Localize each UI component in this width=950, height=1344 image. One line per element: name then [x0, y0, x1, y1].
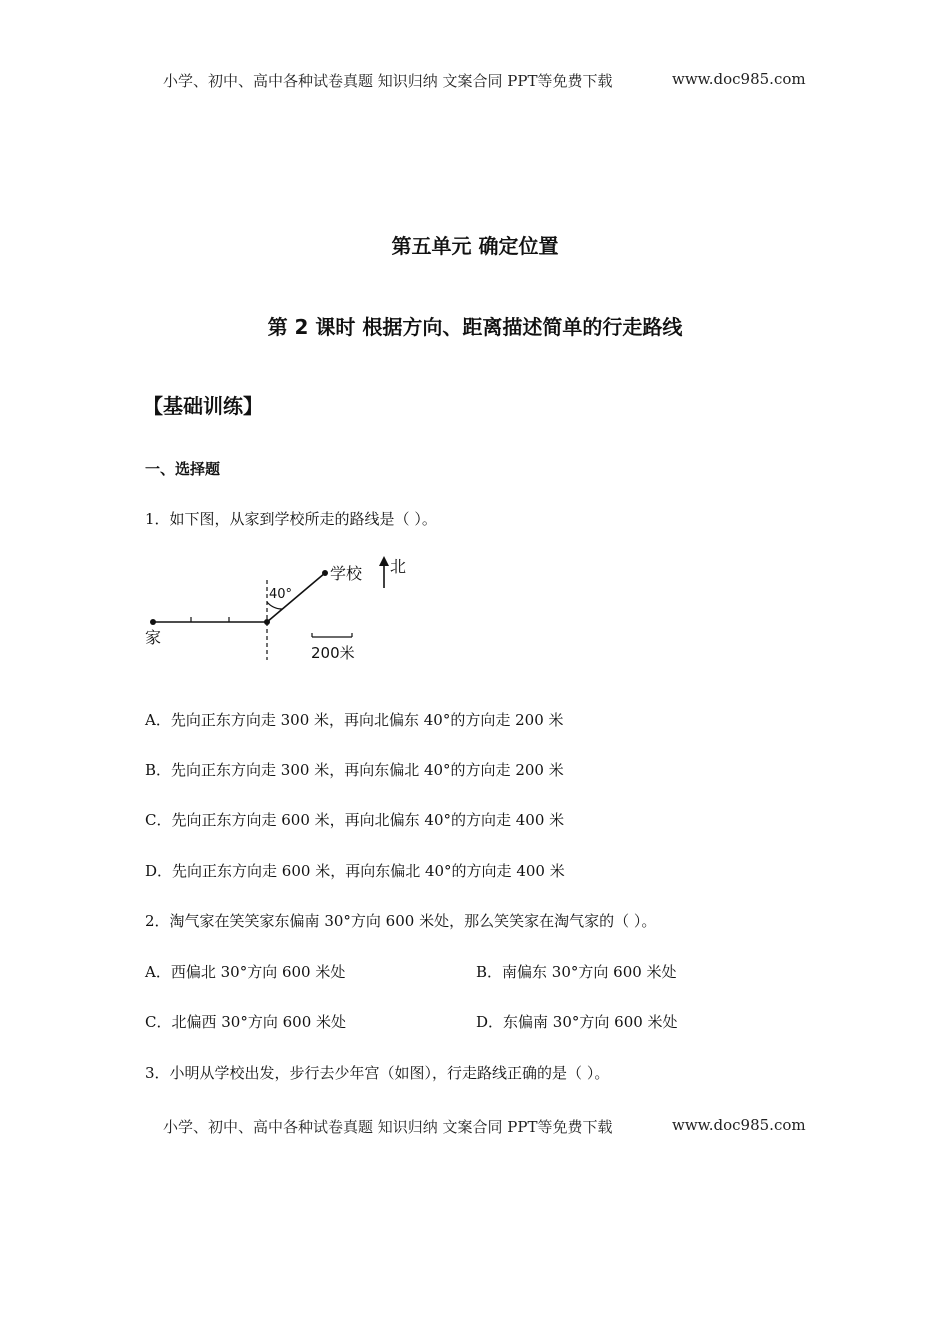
- question-1-option-b[interactable]: B．先向正东方向走 300 米，再向东偏北 40°的方向走 200 米: [145, 761, 564, 779]
- angle-label: 40°: [269, 587, 293, 602]
- school-point: [322, 570, 328, 576]
- question-1-stem: 1．如下图，从家到学校所走的路线是（ ）。: [145, 510, 437, 528]
- angle-arc: [267, 602, 282, 609]
- question-1-option-a[interactable]: A．先向正东方向走 300 米，再向北偏东 40°的方向走 200 米: [145, 711, 564, 729]
- school-label: 学校: [330, 564, 363, 583]
- question-1-option-d[interactable]: D．先向正东方向走 600 米，再向东偏北 40°的方向走 400 米: [145, 862, 565, 880]
- lesson-title: 第 2 课时 根据方向、距离描述简单的行走路线: [267, 315, 683, 339]
- home-point: [150, 619, 156, 625]
- header-text: 小学、初中、高中各种试卷真题 知识归纳 文案合同 PPT等免费下载: [163, 72, 613, 90]
- scale-label: 200米: [311, 644, 355, 662]
- turn-point: [264, 619, 270, 625]
- north-arrow-icon: [379, 556, 389, 566]
- question-3-stem: 3．小明从学校出发，步行去少年宫（如图），行走路线正确的是（ ）。: [145, 1064, 610, 1082]
- question-1-option-c[interactable]: C．先向正东方向走 600 米，再向北偏东 40°的方向走 400 米: [145, 811, 565, 829]
- home-label: 家: [145, 628, 162, 647]
- footer-url: www.doc985.com: [672, 1116, 806, 1134]
- question-2-option-b[interactable]: B．南偏东 30°方向 600 米处: [476, 963, 677, 981]
- footer-text: 小学、初中、高中各种试卷真题 知识归纳 文案合同 PPT等免费下载: [163, 1118, 613, 1136]
- question-2-option-c[interactable]: C．北偏西 30°方向 600 米处: [145, 1013, 346, 1031]
- question-2-stem: 2．淘气家在笑笑家东偏南 30°方向 600 米处，那么笑笑家在淘气家的（ ）。: [145, 912, 657, 930]
- part-label: 一、选择题: [145, 460, 221, 478]
- section-label: 【基础训练】: [143, 394, 263, 418]
- question-2-option-d[interactable]: D．东偏南 30°方向 600 米处: [476, 1013, 678, 1031]
- header-url: www.doc985.com: [672, 70, 806, 88]
- unit-title: 第五单元 确定位置: [391, 234, 559, 258]
- question-2-option-a[interactable]: A．西偏北 30°方向 600 米处: [145, 963, 346, 981]
- north-label: 北: [390, 557, 407, 576]
